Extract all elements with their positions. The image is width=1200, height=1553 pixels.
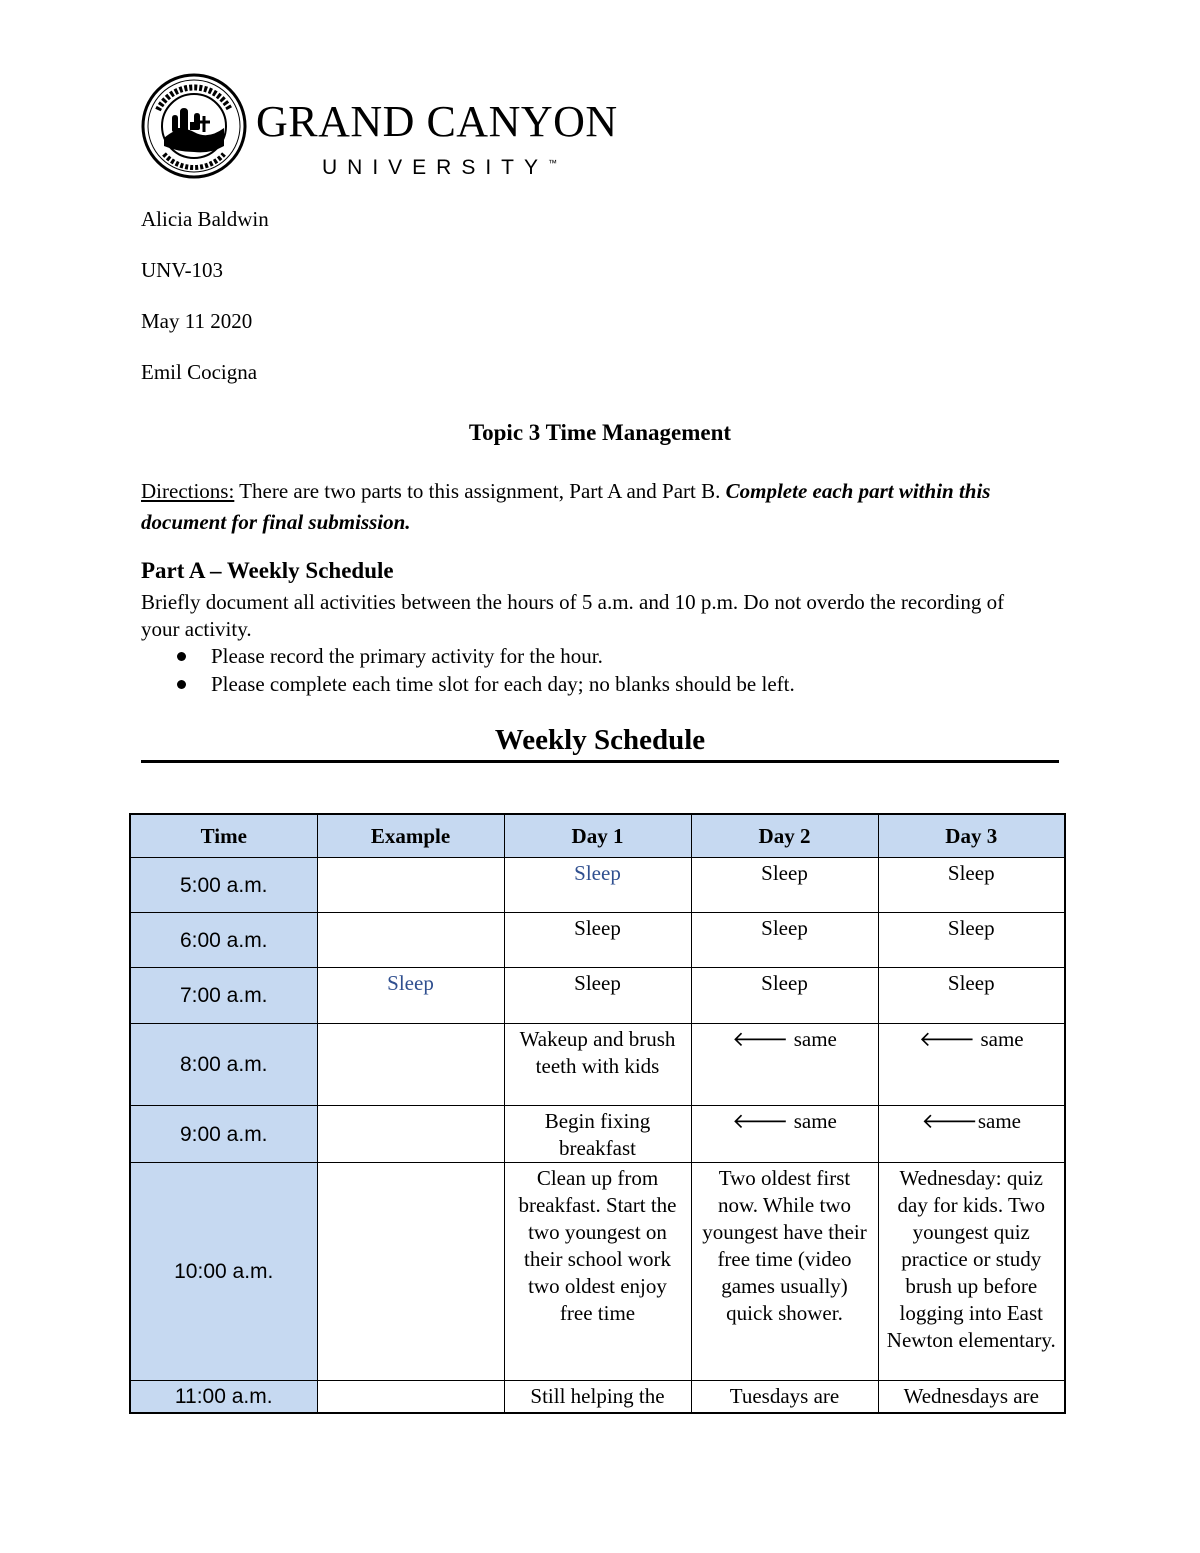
list-item: Please record the primary activity for the hour. [141, 642, 1041, 670]
day2-cell: Sleep [691, 968, 878, 1024]
table-row [130, 858, 1065, 913]
instruction-list [141, 642, 1041, 698]
table-row [130, 1106, 1065, 1163]
day3-cell: Sleep [878, 858, 1065, 913]
assignment-date: May 11 2020 [141, 309, 253, 333]
day1-cell: Sleep [504, 968, 691, 1024]
time-cell: 9:00 a.m. [130, 1106, 317, 1163]
day1-cell: Still helping the [504, 1381, 691, 1413]
day2-cell: 🡐 same [691, 1106, 878, 1163]
day3-cell: Wednesday: quiz day for kids. Two youngest quiz practice or study brush up before logging into East Newton elementary. [878, 1163, 1065, 1381]
part-a-description: Briefly document all activities between the hours of 5 a.m. and 10 p.m. Do not overdo the recording of your activity. [141, 590, 1005, 641]
logo-wordmark-grand-canyon: GRAND CANYON [256, 97, 618, 146]
time-cell: 7:00 a.m. [130, 968, 317, 1024]
example-cell [317, 1024, 504, 1106]
directions-text: There are two parts to this assignment, Part A and Part B. [234, 479, 726, 503]
day2-cell: Sleep [691, 913, 878, 968]
example-cell: Sleep [317, 968, 504, 1024]
table-row [130, 913, 1065, 968]
table-row [130, 1381, 1065, 1413]
day1-cell: Sleep [504, 913, 691, 968]
document-title: Topic 3 Time Management [468, 420, 732, 445]
course-code: UNV-103 [141, 258, 224, 282]
day2-cell: 🡐 same [691, 1024, 878, 1106]
weekly-schedule-table [129, 813, 1066, 1414]
day2-cell: Tuesdays are [691, 1381, 878, 1413]
example-cell [317, 1163, 504, 1381]
day3-cell: Wednesdays are [878, 1381, 1065, 1413]
day1-cell: Begin fixing breakfast [504, 1106, 691, 1163]
column-header-day3: Day 3 [878, 814, 1065, 858]
table-row [130, 1024, 1065, 1106]
schedule-title: Weekly Schedule [494, 724, 706, 756]
day1-cell: Sleep [504, 858, 691, 913]
day3-cell: 🡐 same [878, 1024, 1065, 1106]
day2-cell: Two oldest first now. While two youngest have their free time (video games usually) quick shower. [691, 1163, 878, 1381]
example-cell [317, 858, 504, 913]
day3-cell: 🡐same [878, 1106, 1065, 1163]
university-logo [140, 72, 620, 182]
time-cell: 8:00 a.m. [130, 1024, 317, 1106]
example-cell [317, 1381, 504, 1413]
time-cell: 5:00 a.m. [130, 858, 317, 913]
time-cell: 6:00 a.m. [130, 913, 317, 968]
directions-label: Directions: [141, 479, 235, 503]
table-row [130, 1163, 1065, 1381]
instructor-name: Emil Cocigna [141, 360, 258, 384]
table-row [130, 968, 1065, 1024]
example-cell [317, 913, 504, 968]
column-header-example: Example [317, 814, 504, 858]
part-a-heading: Part A – Weekly Schedule [141, 558, 394, 583]
directions-emphasis: Complete each part within this document for final submission. [141, 479, 991, 534]
example-cell [317, 1106, 504, 1163]
schedule-title-rule [141, 760, 1059, 763]
logo-wordmark-university: UNIVERSITY™ [322, 156, 558, 179]
directions-paragraph [141, 476, 1071, 538]
day3-cell: Sleep [878, 913, 1065, 968]
table-header-row [130, 814, 1065, 858]
column-header-day1: Day 1 [504, 814, 691, 858]
day2-cell: Sleep [691, 858, 878, 913]
list-item: Please complete each time slot for each day; no blanks should be left. [141, 670, 1041, 698]
day1-cell: Clean up from breakfast. Start the two youngest on their school work two oldest enjoy free time [504, 1163, 691, 1381]
column-header-day2: Day 2 [691, 814, 878, 858]
day3-cell: Sleep [878, 968, 1065, 1024]
university-seal-icon [140, 72, 248, 180]
day1-cell: Wakeup and brush teeth with kids [504, 1024, 691, 1106]
column-header-time: Time [130, 814, 317, 858]
time-cell: 10:00 a.m. [130, 1163, 317, 1381]
student-name: Alicia Baldwin [141, 207, 269, 231]
time-cell: 11:00 a.m. [130, 1381, 317, 1413]
